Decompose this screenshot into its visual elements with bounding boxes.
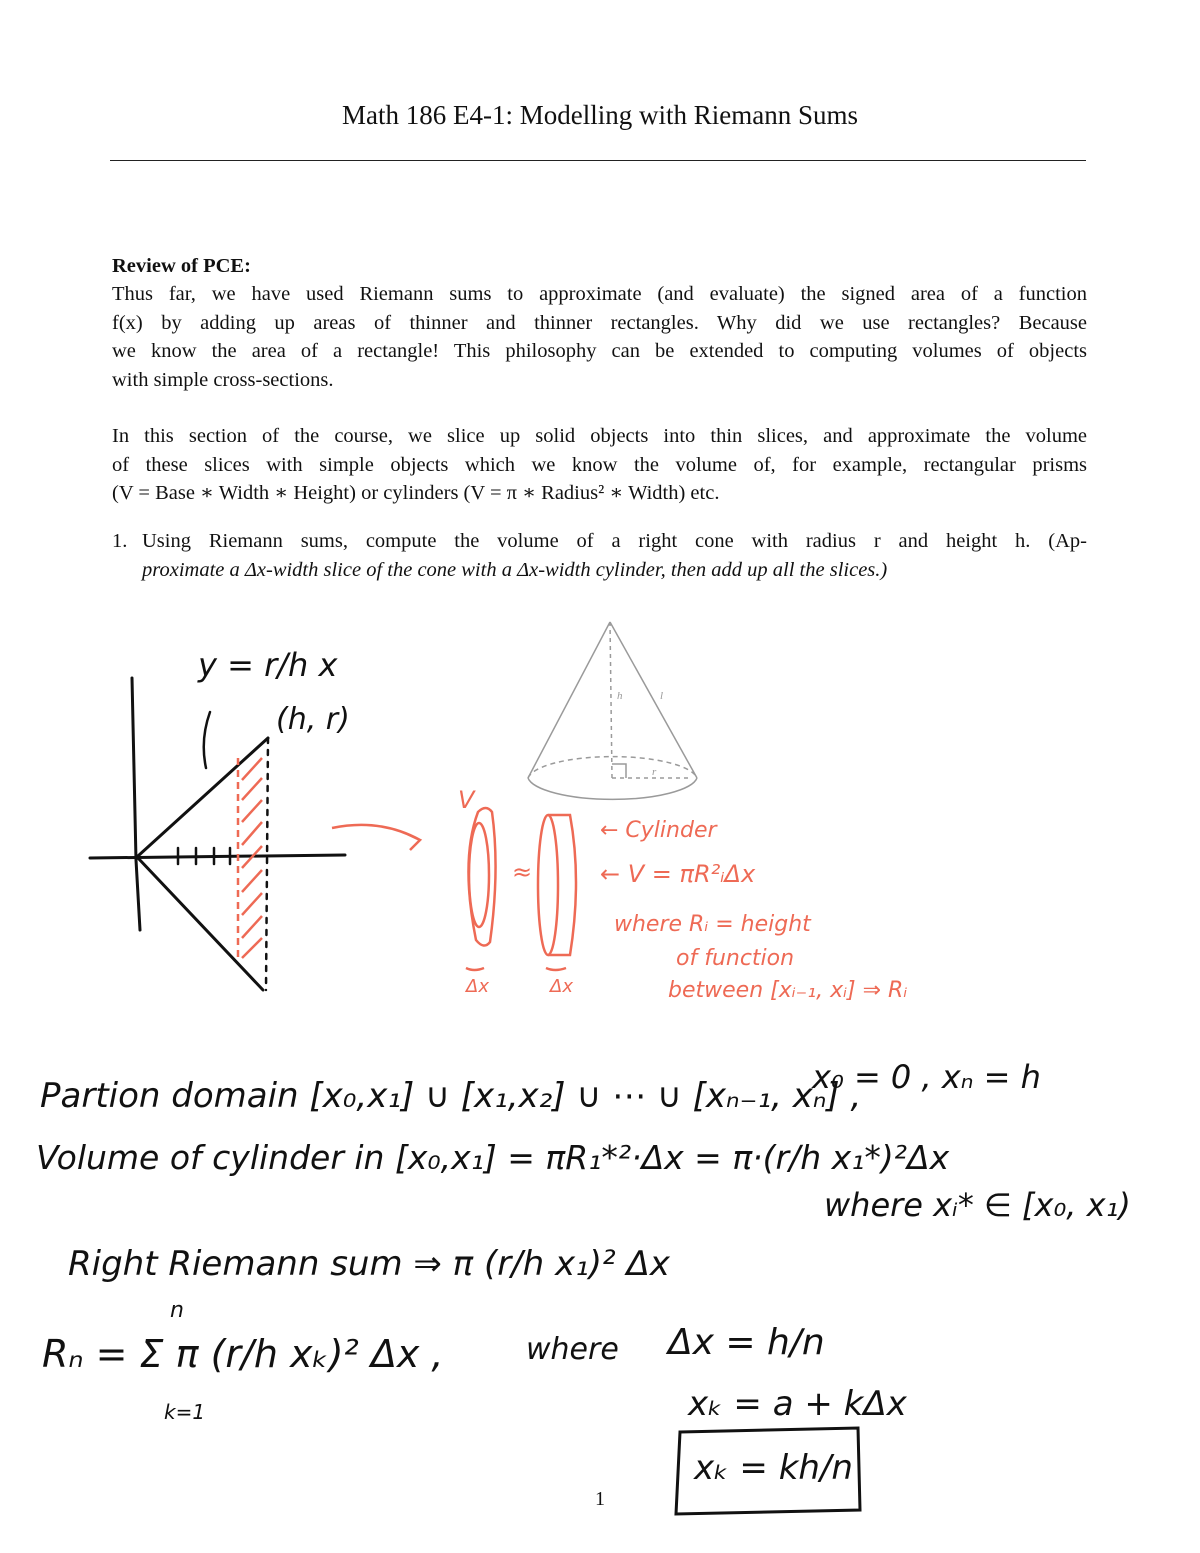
xk-definition: xₖ = a + kΔx (688, 1384, 907, 1424)
review-line: Thus far, we have used Riemann sums to approximate (and evaluate) the signed area of a function (112, 283, 1087, 305)
graph-point: (h, r) (276, 702, 350, 737)
arrow-to-slices (332, 825, 420, 850)
review-line: with simple cross-sections. (112, 368, 334, 391)
dx-left-label: Δx (466, 976, 489, 997)
sum-lower-limit: k=1 (164, 1400, 206, 1424)
section-line: of these slices with simple objects which we know the volume of, for example, rectangular prisms (112, 453, 1087, 476)
cone-label-l: l (660, 690, 664, 702)
endpoints-line: x₀ = 0 , xₙ = h (812, 1058, 1041, 1096)
where-line-2: of function (676, 946, 795, 971)
cone-label-r: r (652, 766, 657, 778)
review-line: f(x) by adding up areas of thinner and thinner rectangles. Why did we use rectangles? Because (112, 311, 1087, 334)
problem-line: proximate a Δx-width slice of the cone with a Δx-width cylinder, then add up all the slices.) (142, 558, 888, 581)
review-line: we know the area of a rectangle! This philosophy can be extended to computing volumes of objects (112, 340, 1087, 362)
approx-sign: ≈ (512, 858, 533, 886)
slice-shapes (466, 808, 576, 970)
xk-final-answer: xₖ = kh/n (694, 1448, 853, 1488)
where-line-1: where Rᵢ = height (614, 912, 811, 937)
problem-line: Using Riemann sums, compute the volume of a right cone with radius r and height h. (Ap- (142, 530, 1087, 552)
where-dx-label: where (526, 1332, 619, 1367)
cylinder-label: ← Cylinder (600, 818, 717, 843)
sum-upper-limit: n (170, 1298, 184, 1323)
section-line: (V = Base ∗ Width ∗ Height) or cylinders (V = π ∗ Radius² ∗ Width) etc. (112, 482, 720, 504)
where-line-3: between [xᵢ₋₁, xᵢ] ⇒ Rᵢ (668, 978, 908, 1003)
right-riemann-line: Right Riemann sum ⇒ π (r/h x₁)² Δx (68, 1244, 670, 1284)
problem-number: 1. (112, 530, 128, 552)
volume-cylinder-line: Volume of cylinder in [x₀,x₁] = πR₁*²·Δx = π·(r/h x₁*)²Δx (36, 1138, 950, 1177)
graph-slice (238, 758, 262, 962)
page-number: 1 (595, 1488, 605, 1510)
cylinder-volume-label: ← V = πR²ᵢΔx (600, 860, 756, 888)
dx-right-label: Δx (550, 976, 573, 997)
cone-diagram (528, 622, 697, 799)
partition-line: Partion domain [x₀,x₁] ∪ [x₁,x₂] ∪ ⋯ ∪ [xₙ₋₁, xₙ] , (40, 1076, 862, 1116)
dx-definition: Δx = h/n (668, 1322, 825, 1363)
page-title: Math 186 E4-1: Modelling with Riemann Sums (342, 100, 858, 130)
rn-sum-line: Rₙ = Σ π (r/h xₖ)² Δx , (42, 1332, 444, 1376)
where-xi-line: where xᵢ* ∈ [x₀, x₁) (824, 1186, 1131, 1224)
graph-equation: y = r/h x (198, 646, 338, 684)
cone-label-h: h (617, 690, 623, 702)
section-line: In this section of the course, we slice up solid objects into thin slices, and approximate the volume (112, 425, 1087, 447)
review-heading: Review of PCE: (112, 255, 251, 277)
v-label: V (458, 786, 475, 814)
